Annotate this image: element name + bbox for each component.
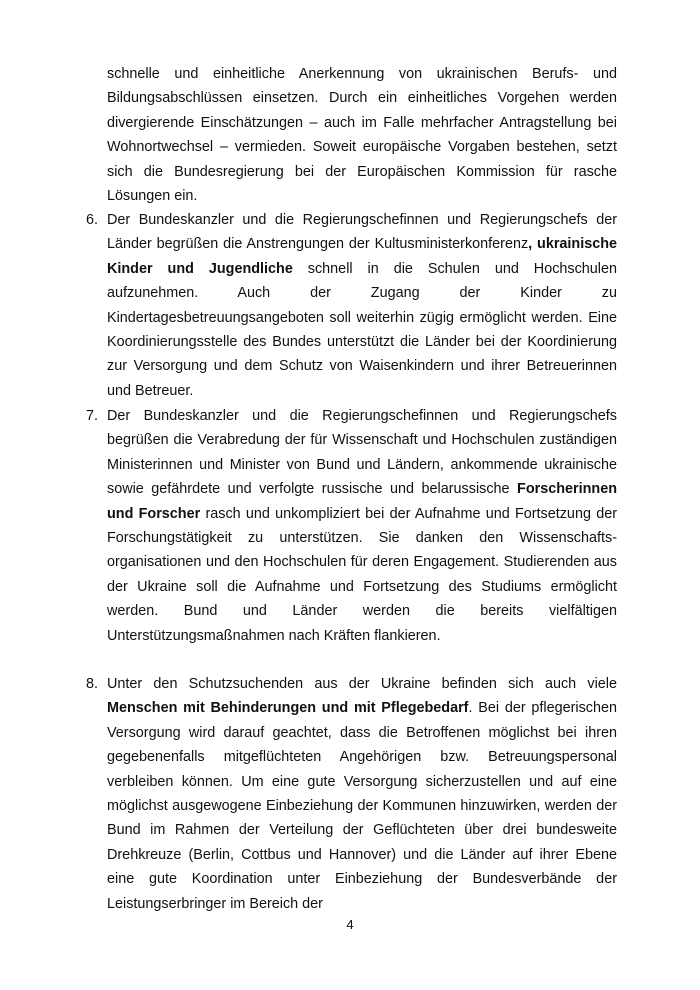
item-6-text-after: schnell in die Schulen und Hochschulen aufzunehmen. Auch der Zugang der Kinder zu Kindertagesbetreuungsangeboten soll weiterhin zügig ermöglicht werden. Eine Koordinierungsstelle des Bundes unterstützt die Länder bei der Koordinierung zur Versorgung und dem Schutz von Waisenkindern und ihrer Betreuerinnen und Betreuer. <box>107 260 617 399</box>
paragraph-item-8 <box>107 672 617 916</box>
item-7-text-before: Der Bundeskanzler und die Regierungschefinnen und Regierungschefs begrüßen die Verabredung der für Wissenschaft und Hochschulen zuständigen Ministerinnen und Minister von Bund und Ländern, ankommende ukrainische sowie gefährdete und verfolgte russische und belarussische <box>107 408 617 498</box>
item-6-bold: , ukrainische Kinder und Jugendliche <box>107 236 618 277</box>
item-number-6: 6. <box>86 212 99 228</box>
item-number-7: 7. <box>86 408 99 424</box>
item-7-text-after: rasch und unkompliziert bei der Aufnahme und Fortsetzung der Forschungstätigkeit zu unterstützen. Sie danken den Wissenschafts-organisationen und den Hochschulen für deren Engagement. Studierenden aus der Ukraine soll die Aufnahme und Fortsetzung des Studiums ermöglicht werden. Bund und Länder werden die bereits vielfältigen Unterstützungsmaßnahmen nach Kräften flankieren. <box>107 505 617 644</box>
item-6-text-before: Der Bundeskanzler und die Regierungschefinnen und Regierungschefs der Länder begrüßen die Anstrengungen der Kultusministerkonferenz <box>107 212 617 253</box>
item-7-bold: Forscherinnen und Forscher <box>107 481 617 522</box>
item-8-text-after: . Bei der pflegerischen Versorgung wird darauf geachtet, dass die Betroffenen möglichst bei ihren gegebenenfalls mitgeflüchteten Angehörigen bzw. Betreuungspersonal verbleiben können. Um eine gute Versorgung sicherzustellen und auf eine möglichst ausgewogene Einbeziehung der Kommunen hinzuwirken, werden der Bund im Rahmen der Verteilung der Geflüchteten über drei bundesweite Drehkreuze (Berlin, Cottbus und Hannover) und die Länder auf ihrer Ebene eine gute Koordination unter Einbeziehung der Bundesverbände der Leistungserbringer im Bereich der <box>107 700 617 912</box>
item-8-text-before: Unter den Schutzsuchenden aus der Ukraine befinden sich auch viele <box>107 676 617 692</box>
item-number-8: 8. <box>86 676 99 692</box>
page-number: 4 <box>346 917 354 932</box>
item-8-bold: Menschen mit Behinderungen und mit Pflegebedarf <box>107 700 469 717</box>
paragraph-item-7 <box>107 404 617 648</box>
paragraph-continuation: schnelle und einheitliche Anerkennung von ukrainischen Berufs- und Bildungsabschlüssen einsetzen. Durch ein einheitliches Vorgehen werden divergierende Einschätzungen – auch im Falle mehrfacher Antragstellung bei Wohnortwechsel – vermieden. Soweit europäische Vorgaben bestehen, setzt sich die Bundesregierung bei der Europäischen Kommission für rasche Lösungen ein. <box>107 66 617 205</box>
paragraph-item-6 <box>107 208 617 403</box>
